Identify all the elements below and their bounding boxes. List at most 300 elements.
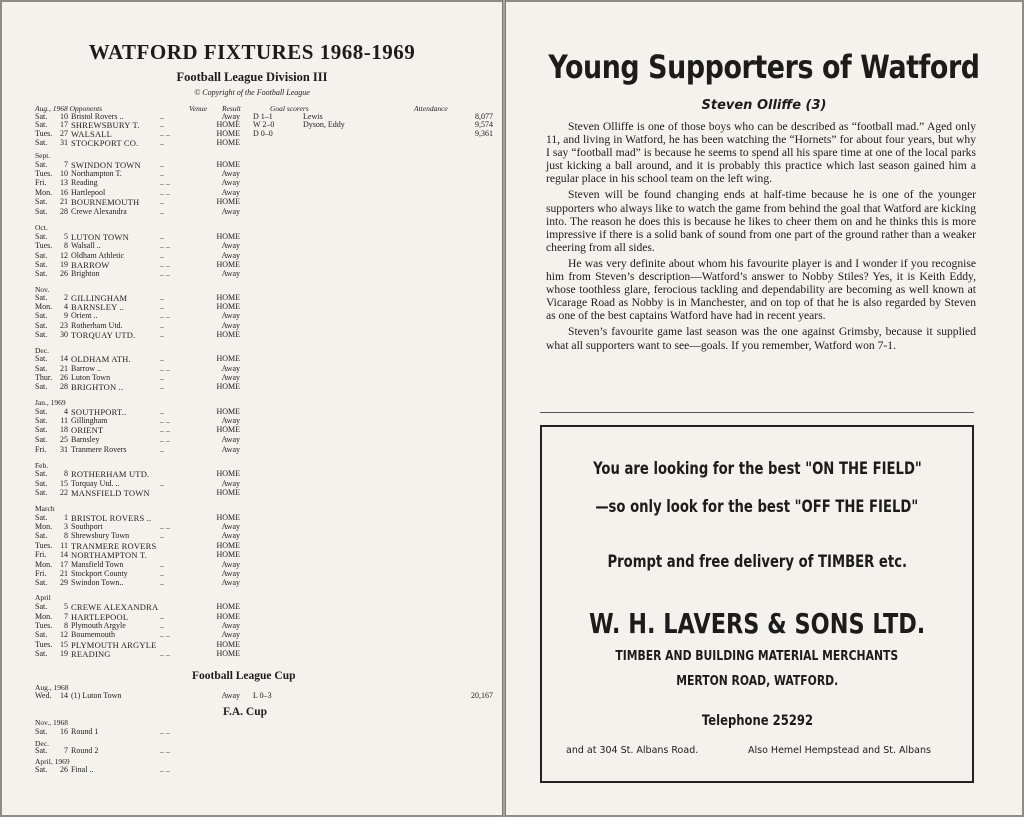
fixture-dots: .. [160, 251, 164, 260]
fixture-ven: Away [221, 112, 240, 121]
fixture-dt: 4 [64, 302, 68, 311]
fixture-dt: 5 [64, 232, 68, 241]
fixture-day: Mon. [35, 188, 53, 197]
fixture-opp: BARROW [71, 260, 110, 270]
fixture-dt: 14 [60, 550, 68, 559]
fixture-dt: 7 [64, 746, 68, 755]
fixture-ven: HOME [216, 425, 240, 434]
fixture-dt: 5 [64, 602, 68, 611]
fixture-opp: Hartlepool [71, 188, 106, 197]
fixture-dots: .. .. [160, 746, 170, 755]
fixture-ven: HOME [216, 407, 240, 416]
fixture-dots: .. [160, 578, 164, 587]
fixture-dt: 18 [60, 425, 68, 434]
fixture-ven: HOME [216, 513, 240, 522]
fixture-opp: Round 2 [71, 746, 99, 755]
fixture-dt: 11 [60, 416, 68, 425]
fixture-dt: 26 [60, 373, 68, 382]
article-paragraph: Steven will be found changing ends at half-time because he is one of the younger supporters who always like to watch the game from behind the goal that Watford are kicking into. The reason he does this is because he likes to cheer them on and he thinks this is more impressive if there is a solid bank of sound from one part of the ground rather than a weaker cheering from all sides. [546, 188, 976, 254]
fixture-opp: LUTON TOWN [71, 232, 129, 242]
fixture-row [35, 578, 495, 588]
fixture-ven: Away [221, 578, 240, 587]
fixture-ven: HOME [216, 293, 240, 302]
fixture-day: Sat. [35, 469, 48, 478]
fixture-day: Tues. [35, 621, 53, 630]
fixture-dt: 16 [60, 188, 68, 197]
scorers-header: Goal scorers [270, 104, 309, 113]
month-heading: Nov., 1968 [35, 718, 69, 727]
fixture-row [35, 354, 495, 364]
fixture-opp: Torquay Utd. .. [71, 479, 120, 488]
fixture-day: Sat. [35, 354, 48, 363]
article-subject: Steven Olliffe (3) [701, 98, 827, 113]
fixture-row [35, 746, 495, 756]
fixture-ven: Away [221, 241, 240, 250]
fixture-opp: Mansfield Town [71, 560, 124, 569]
fixture-day: Fri. [35, 178, 47, 187]
fixture-dt: 9 [64, 311, 68, 320]
advert-company-name: W. H. LAVERS & SONS LTD. [588, 607, 926, 640]
fixture-ven: HOME [216, 354, 240, 363]
fixture-day: Sat. [35, 269, 48, 278]
fixture-row [35, 241, 495, 251]
fixture-day: Wed. [35, 691, 52, 700]
fixture-dt: 15 [60, 640, 68, 649]
fixture-ven: HOME [216, 129, 240, 138]
fixtures-title: WATFORD FIXTURES 1968-1969 [88, 40, 416, 64]
fixture-ven: Away [221, 569, 240, 578]
fixture-dt: 17 [60, 120, 68, 129]
fixture-opp: (1) Luton Town [71, 691, 122, 700]
fixture-opp: Tranmere Rovers [71, 445, 127, 454]
fixture-opp: HARTLEPOOL [71, 612, 129, 622]
month-heading: Jan., 1969 [35, 398, 66, 407]
fixture-dt: 1 [64, 513, 68, 522]
fixture-opp: Luton Town [71, 373, 111, 382]
fixture-dots: .. .. [160, 269, 170, 278]
fixture-opp: Northampton T. [71, 169, 122, 178]
fixture-dots: .. [160, 373, 164, 382]
fixture-opp: Plymouth Argyle [71, 621, 126, 630]
fixture-day: Thur. [35, 373, 53, 382]
fixture-dt: 15 [60, 479, 68, 488]
fixture-row [35, 488, 495, 498]
fixture-dots: .. [160, 407, 164, 416]
league-cup-heading: Football League Cup [192, 670, 296, 682]
fixture-dt: 12 [60, 630, 68, 639]
advert-branch-towns: Also Hemel Hempstead and St. Albans [748, 745, 931, 756]
fixture-dt: 26 [60, 269, 68, 278]
fixture-dots: .. .. [160, 630, 170, 639]
fixture-opp: ROTHERHAM UTD. [71, 469, 150, 479]
fixture-row [35, 178, 495, 188]
fixture-dt: 3 [64, 522, 68, 531]
fixture-dt: 27 [60, 129, 68, 138]
fixture-ven: Away [221, 621, 240, 630]
fixture-day: Tues. [35, 640, 53, 649]
article-paragraph: Steven Olliffe is one of those boys who can be described as “football mad.” Aged only 11, and living in Watford, he has been watching the “Hornets” for about four years, but why I say “football mad” is because he seems to spend all his spare time at one of the local parks just kicking a ball around, and it is probably this practice which last season gained him a regular place in his school team on the left wing. [546, 120, 976, 186]
fixture-dots: .. .. [160, 416, 170, 425]
fixture-day: Sat. [35, 531, 48, 540]
fixture-day: Sat. [35, 197, 48, 206]
fixture-ven: HOME [216, 138, 240, 147]
fixture-day: Fri. [35, 569, 47, 578]
fixture-opp: Shrewsbury Town [71, 531, 130, 540]
fixture-day: Sat. [35, 311, 48, 320]
fixture-dt: 8 [64, 531, 68, 540]
month-heading: Sept. [35, 151, 51, 160]
fixture-day: Tues. [35, 241, 53, 250]
fixture-opp: Reading [71, 178, 98, 187]
fixture-day: Sat. [35, 727, 48, 736]
fixture-opp: SWINDON TOWN [71, 160, 141, 170]
fixture-dots: .. .. [160, 188, 170, 197]
fixture-ven: HOME [216, 488, 240, 497]
fixture-dt: 16 [60, 727, 68, 736]
fixture-dots: .. [160, 197, 164, 206]
fixture-day: Tues. [35, 129, 53, 138]
fixture-dt: 21 [60, 569, 68, 578]
fixture-dots: .. [160, 207, 164, 216]
fixture-row [35, 727, 495, 737]
fixture-day: Sat. [35, 630, 48, 639]
fixture-opp: Round 1 [71, 727, 99, 736]
fixture-opp: Orient .. [71, 311, 98, 320]
fixture-day: Sat. [35, 435, 48, 444]
fixture-row [35, 330, 495, 340]
fixture-opp: TRANMERE ROVERS [71, 541, 157, 551]
month-heading: April [35, 593, 51, 602]
fixture-day: Sat. [35, 251, 48, 260]
fixture-dt: 31 [60, 138, 68, 147]
article-paragraph: He was very definite about whom his favourite player is and I wonder if you recognise him from Steven’s description—Watford’s answer to Nobby Stiles? Yes, it is Keith Eddy, whose toothless glare, ferocious tackling and dependability are becoming as well known at Vicarage Road as Nobby is in Manchester, and on top of that he is also regarded by Steven as one of the best captains Watford have had in recent years. [546, 256, 976, 323]
fixture-ven: HOME [216, 120, 240, 129]
fixture-day: Fri. [35, 550, 47, 559]
fixture-att: 8,077 [475, 112, 493, 121]
fixture-ven: HOME [216, 550, 240, 559]
fixture-day: Sat. [35, 578, 48, 587]
fixture-row [35, 765, 495, 775]
fixture-dt: 26 [60, 765, 68, 774]
advert-line-off-field: —so only look for the best "OFF THE FIELD" [595, 497, 919, 516]
fixture-ven: Away [221, 251, 240, 260]
fixture-dots: .. [160, 169, 164, 178]
fixture-day: Tues. [35, 541, 53, 550]
fixture-sc: Dyson, Eddy [303, 120, 345, 129]
fixture-dots: .. [160, 569, 164, 578]
fixture-dots: .. [160, 354, 164, 363]
fixture-day: Sat. [35, 765, 48, 774]
fixture-row [35, 445, 495, 455]
fixture-day: Sat. [35, 112, 48, 121]
fixture-day: Sat. [35, 138, 48, 147]
fixture-ven: Away [221, 479, 240, 488]
division-heading: Football League Division III [176, 70, 328, 84]
fixture-day: Sat. [35, 425, 48, 434]
article-title: Young Supporters of Watford [548, 48, 980, 86]
fixture-row [35, 138, 495, 148]
fixture-opp: Bournemouth [71, 630, 115, 639]
fixture-day: Sat. [35, 407, 48, 416]
month-heading: Dec. [35, 346, 49, 355]
fixture-dots: .. .. [160, 649, 170, 658]
fixture-day: Sat. [35, 488, 48, 497]
fixture-opp: Walsall .. [71, 241, 101, 250]
fixture-day: Sat. [35, 382, 48, 391]
fixture-ven: Away [221, 522, 240, 531]
fixture-dots: .. .. [160, 425, 170, 434]
fixture-row [35, 602, 495, 612]
fixture-opp: CREWE ALEXANDRA [71, 602, 159, 612]
fixture-ven: HOME [216, 612, 240, 621]
fixture-dt: 19 [60, 260, 68, 269]
advert-delivery-line: Prompt and free delivery of TIMBER etc. [607, 552, 907, 571]
fixture-day: Sat. [35, 649, 48, 658]
fixture-row [35, 425, 495, 435]
fixture-ven: Away [221, 630, 240, 639]
fixture-opp: MANSFIELD TOWN [71, 488, 150, 498]
month-heading: Dec. [35, 739, 49, 748]
fixture-opp: PLYMOUTH ARGYLE [71, 640, 157, 650]
fixture-row [35, 207, 495, 217]
fixture-dt: 23 [60, 321, 68, 330]
fixture-dt: 7 [64, 612, 68, 621]
fixture-dots: .. .. [160, 241, 170, 250]
fixture-opp: BOURNEMOUTH [71, 197, 140, 207]
fixture-ven: Away [221, 445, 240, 454]
fixture-ven: Away [221, 373, 240, 382]
fixture-day: Mon. [35, 302, 53, 311]
fixture-day: Sat. [35, 746, 48, 755]
fixture-dt: 8 [64, 621, 68, 630]
fixture-opp: BRIGHTON .. [71, 382, 124, 392]
fixture-row [35, 197, 495, 207]
fixture-row [35, 649, 495, 659]
fixture-dt: 2 [64, 293, 68, 302]
fixture-opp: NORTHAMPTON T. [71, 550, 147, 560]
fixture-ven: HOME [216, 232, 240, 241]
fixture-ven: HOME [216, 302, 240, 311]
divider-rule [540, 412, 974, 413]
fixture-day: Sat. [35, 120, 48, 129]
fixture-ven: Away [221, 311, 240, 320]
month-heading: April, 1969 [35, 757, 70, 766]
fixture-ven: HOME [216, 197, 240, 206]
month-heading: March [35, 504, 55, 513]
article-body [546, 120, 976, 355]
fixture-day: Sat. [35, 513, 48, 522]
fixture-dt: 10 [60, 112, 68, 121]
fixture-dots: .. .. [160, 435, 170, 444]
fixture-res: L 0–3 [253, 691, 272, 700]
fixture-day: Sat. [35, 260, 48, 269]
fixture-dt: 13 [60, 178, 68, 187]
fixture-dots: .. [160, 621, 164, 630]
fixture-res: D 1–1 [253, 112, 273, 121]
fixture-ven: HOME [216, 330, 240, 339]
fixture-opp: SHREWSBURY T. [71, 120, 140, 130]
fixture-dt: 11 [60, 541, 68, 550]
fixture-att: 9,574 [475, 120, 493, 129]
fixture-dt: 8 [64, 469, 68, 478]
fixture-row [35, 269, 495, 279]
fixture-dots: .. [160, 138, 164, 147]
fixture-dots: .. .. [160, 260, 170, 269]
fixture-att: 9,361 [475, 129, 493, 138]
fixture-dt: 10 [60, 169, 68, 178]
opponents-header: Aug., 1968 Opponents [35, 104, 103, 113]
fixture-dt: 7 [64, 160, 68, 169]
fixture-dt: 21 [60, 197, 68, 206]
fixture-day: Sat. [35, 416, 48, 425]
fixture-res: D 0–0 [253, 129, 273, 138]
fixture-ven: Away [221, 531, 240, 540]
fixture-dots: .. [160, 302, 164, 311]
advert-address: MERTON ROAD, WATFORD. [676, 673, 838, 689]
fixture-dots: .. [160, 112, 164, 121]
month-heading: Oct. [35, 223, 48, 232]
fixture-day: Sat. [35, 321, 48, 330]
fixture-opp: ORIENT [71, 425, 104, 435]
fixture-opp: Barrow .. [71, 364, 101, 373]
fixture-dots: .. .. [160, 129, 170, 138]
fixture-opp: READING [71, 649, 111, 659]
fixture-dt: 28 [60, 207, 68, 216]
fixture-ven: Away [221, 207, 240, 216]
fixture-ven: Away [221, 416, 240, 425]
fixture-dt: 8 [64, 241, 68, 250]
fixture-ven: HOME [216, 160, 240, 169]
fixture-dt: 30 [60, 330, 68, 339]
fixture-dots: .. [160, 293, 164, 302]
fixture-dt: 17 [60, 560, 68, 569]
fixture-opp: Oldham Athletic [71, 251, 125, 260]
fixture-dots: .. [160, 382, 164, 391]
fixture-dt: 19 [60, 649, 68, 658]
fixture-day: Sat. [35, 602, 48, 611]
fixture-ven: HOME [216, 649, 240, 658]
fixture-opp: OLDHAM ATH. [71, 354, 131, 364]
fixture-dots: .. .. [160, 364, 170, 373]
fixture-ven: Away [221, 169, 240, 178]
article-paragraph: Steven’s favourite game last season was the one against Grimsby, because it supplied what all supporters want to see—goals. If you remember, Watford won 7-1. [546, 325, 976, 352]
article-page [506, 2, 1022, 815]
fixture-day: Sat. [35, 160, 48, 169]
fixture-opp: TORQUAY UTD. [71, 330, 136, 340]
fixture-dots: .. [160, 232, 164, 241]
fixture-dots: .. [160, 479, 164, 488]
fixture-opp: WALSALL [71, 129, 113, 139]
fixture-opp: BARNSLEY .. [71, 302, 125, 312]
fixture-dots: .. [160, 120, 164, 129]
fixture-dt: 29 [60, 578, 68, 587]
fixture-opp: SOUTHPORT.. [71, 407, 127, 417]
fixture-ven: Away [221, 691, 240, 700]
result-header: Result [222, 104, 241, 113]
fixture-opp: STOCKPORT CO. [71, 138, 139, 148]
fixture-ven: Away [221, 188, 240, 197]
fixture-dots: .. [160, 531, 164, 540]
advert-line-on-field: You are looking for the best "ON THE FIELD" [592, 459, 922, 478]
fixture-ven: HOME [216, 541, 240, 550]
fixture-opp: Rotherham Utd. [71, 321, 123, 330]
fixture-day: Sat. [35, 232, 48, 241]
fixture-ven: Away [221, 178, 240, 187]
fixture-ven: Away [221, 560, 240, 569]
fixture-day: Fri. [35, 445, 47, 454]
fixture-dt: 25 [60, 435, 68, 444]
fixture-dt: 14 [60, 691, 68, 700]
fixture-dots: .. [160, 321, 164, 330]
advert-telephone: Telephone 25292 [701, 713, 813, 729]
fixture-day: Sat. [35, 293, 48, 302]
month-heading: Nov. [35, 285, 50, 294]
fixture-opp: Stockport County [71, 569, 128, 578]
fixture-row [35, 630, 495, 640]
fixture-opp: BRISTOL ROVERS .. [71, 513, 152, 523]
fixture-opp: Barnsley [71, 435, 100, 444]
fixture-dots: .. [160, 330, 164, 339]
fixture-dots: .. [160, 612, 164, 621]
fixture-row [35, 435, 495, 445]
month-heading: Feb. [35, 461, 49, 470]
fixture-opp: GILLINGHAM [71, 293, 128, 303]
fixture-ven: HOME [216, 382, 240, 391]
fixture-opp: Gillingham [71, 416, 108, 425]
fixture-ven: HOME [216, 260, 240, 269]
timber-advert [540, 425, 974, 783]
fixture-day: Tues. [35, 169, 53, 178]
fixture-dots: .. [160, 560, 164, 569]
fixture-dt: 14 [60, 354, 68, 363]
fixtures-page [2, 2, 502, 815]
fixture-dots: .. [160, 445, 164, 454]
fixture-opp: Bristol Rovers .. [71, 112, 124, 121]
fixture-ven: Away [221, 269, 240, 278]
fixture-dots: .. .. [160, 311, 170, 320]
fixture-ven: HOME [216, 640, 240, 649]
fixture-row [35, 531, 495, 541]
fixture-sc: Lewis [303, 112, 323, 121]
fixture-dt: 21 [60, 364, 68, 373]
fixture-day: Sat. [35, 364, 48, 373]
fixture-dt: 12 [60, 251, 68, 260]
fixture-row [35, 382, 495, 392]
fixture-day: Mon. [35, 560, 53, 569]
fixture-ven: Away [221, 321, 240, 330]
fixture-dt: 31 [60, 445, 68, 454]
fixture-dt: 22 [60, 488, 68, 497]
fixture-row [35, 469, 495, 479]
fixture-day: Sat. [35, 207, 48, 216]
fixture-opp: Final .. [71, 765, 94, 774]
fixture-opp: Crewe Alexandra [71, 207, 127, 216]
fixture-day: Sat. [35, 479, 48, 488]
fixture-row [35, 550, 495, 560]
fixture-dots: .. .. [160, 727, 170, 736]
copyright-note: © Copyright of the Football League [194, 88, 310, 97]
fixture-ven: HOME [216, 469, 240, 478]
fixture-day: Mon. [35, 612, 53, 621]
fixture-opp: Brighton [71, 269, 100, 278]
fixture-day: Mon. [35, 522, 53, 531]
fixture-ven: HOME [216, 602, 240, 611]
attendance-header: Attendance [414, 104, 448, 113]
fa-cup-heading: F.A. Cup [223, 706, 267, 718]
fixture-dt: 4 [64, 407, 68, 416]
fixture-dt: 28 [60, 382, 68, 391]
fixture-att: 20,167 [471, 691, 493, 700]
